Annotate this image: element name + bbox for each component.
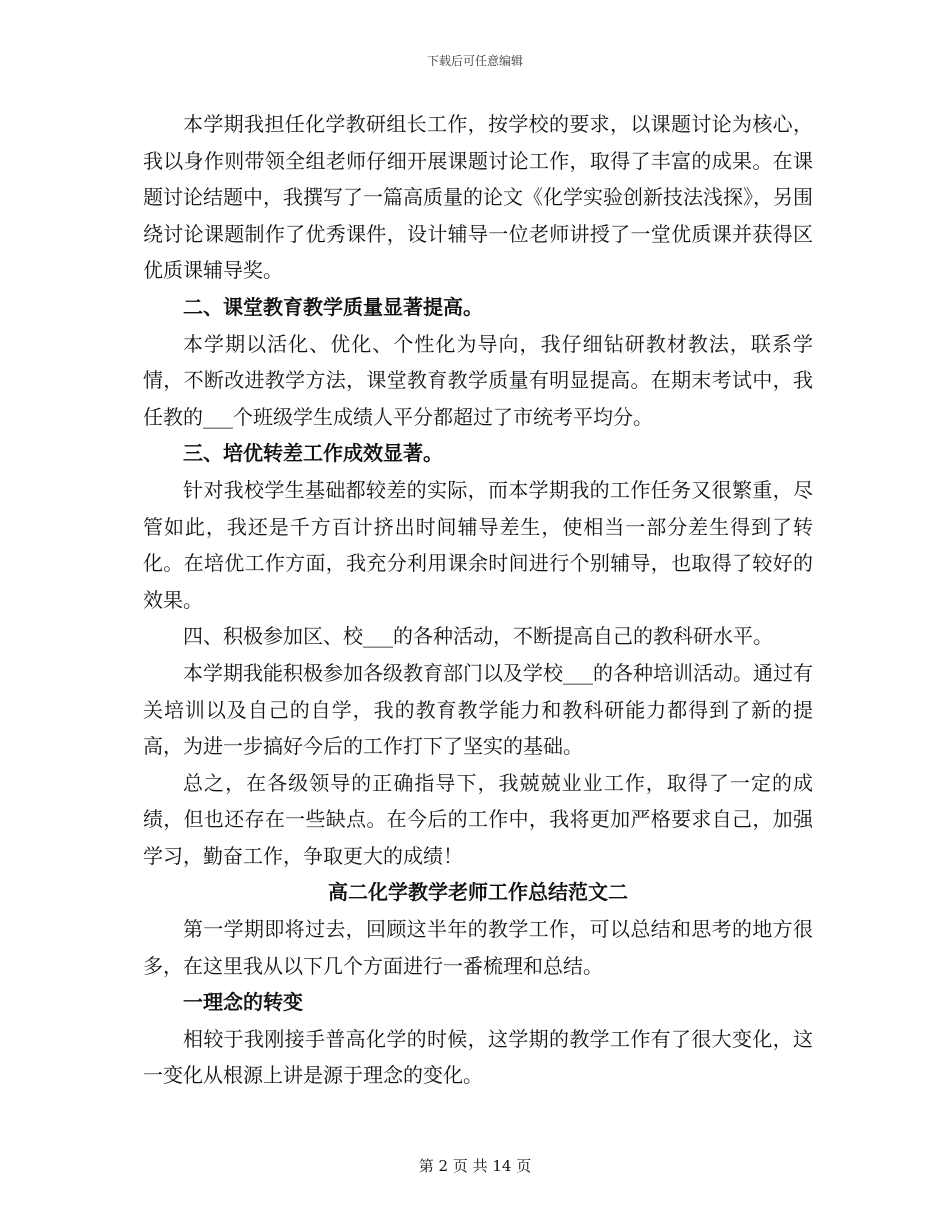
paragraph-concept-change: 相较于我刚接手普高化学的时候，这学期的教学工作有了很大变化，这一变化从根源上讲是源于理念的变化。 <box>143 1026 813 1088</box>
section-heading-tutoring: 三、培优转差工作成效显著。 <box>183 441 443 466</box>
paragraph-research-group: 本学期我担任化学教研组长工作，按学校的要求，以课题讨论为核心，我以身作则带领全组老师仔细开展课题讨论工作，取得了丰富的成果。在课题讨论结题中，我撰写了一篇高质量的论文《化学实验创新技法浅探》，另围绕讨论课题制作了优秀课件，设计辅导一位老师讲授了一堂优质课并获得区优质课辅导奖。 <box>143 112 813 283</box>
section-heading-activities: 四、积极参加区、校___的各种活动，不断提高自己的教科研水平。 <box>183 624 773 649</box>
paragraph-tutoring: 针对我校学生基础都较差的实际，而本学期我的工作任务又很繁重，尽管如此，我还是千方百计挤出时间辅导差生，使相当一部分差生得到了转化。在培优工作方面，我充分利用课余时间进行个别辅导，也取得了较好的效果。 <box>143 477 813 612</box>
section-heading-classroom-quality: 二、课堂教育教学质量显著提高。 <box>183 294 483 319</box>
document-title-part-two: 高二化学教学老师工作总结范文二 <box>328 880 628 905</box>
paragraph-classroom-quality: 本学期以活化、优化、个性化为导向，我仔细钻研教材教法，联系学情，不断改进教学方法，课堂教育教学质量有明显提高。在期末考试中，我任教的___个班级学生成绩人平分都超过了市统考平均分。 <box>143 331 813 429</box>
page-footer: 第 2 页 共 14 页 <box>418 1157 532 1175</box>
paragraph-training: 本学期我能积极参加各级教育部门以及学校___的各种培训活动。通过有关培训以及自己的自学，我的教育教学能力和教科研能力都得到了新的提高，为进一步搞好今后的工作打下了坚实的基础。 <box>143 660 813 759</box>
paragraph-intro-part-two: 第一学期即将过去，回顾这半年的教学工作，可以总结和思考的地方很多，在这里我从以下几个方面进行一番梳理和总结。 <box>143 917 813 978</box>
document-body <box>143 106 813 1094</box>
page-header: 下载后可任意编辑 <box>426 54 523 68</box>
section-heading-concept-change: 一理念的转变 <box>183 990 303 1015</box>
paragraph-conclusion: 总之，在各级领导的正确指导下，我兢兢业业工作，取得了一定的成绩，但也还存在一些缺点。在今后的工作中，我将更加严格要求自己，加强学习，勤奋工作，争取更大的成绩！ <box>143 770 813 868</box>
